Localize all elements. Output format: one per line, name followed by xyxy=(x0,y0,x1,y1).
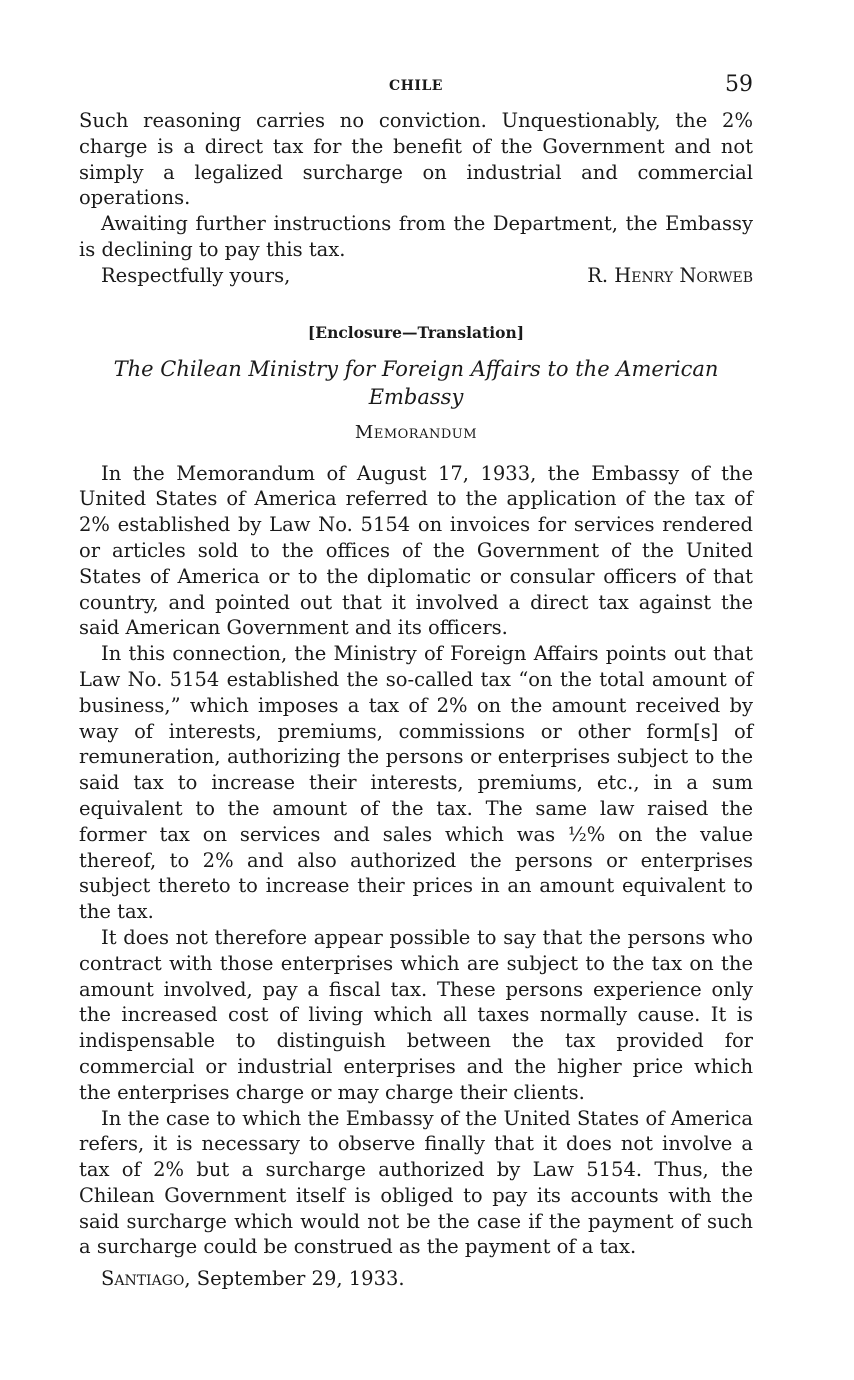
document-heading: The Chilean Ministry for Foreign Affairs to the American Embassy xyxy=(113,356,719,409)
signature: R. Henry Norweb xyxy=(587,263,753,287)
memorandum-paragraph: In the case to which the Embassy of the United States of America refers, it is necessary to observe finally that it does not involve a tax of 2% but a surcharge authorized by Law 5154. Thus, the Chilean Government itself is obliged to pay its accounts with the said surcharge which would not be the case if the payment of such a surcharge could be construed as the payment of a tax. xyxy=(79,1106,753,1259)
document-page xyxy=(79,72,753,1292)
letter-paragraph: Awaiting further instructions from the Department, the Embassy is declining to pay this tax. xyxy=(79,212,753,261)
memorandum-paragraph: In this connection, the Ministry of Foreign Affairs points out that Law No. 5154 established the so-called tax “on the total amount of business,” which imposes a tax of 2% on the amount received by way of interests, premiums, commissions or other form[s] of remuneration, authorizing the persons or enterprises subject to the said tax to increase their interests, premiums, etc., in a sum equivalent to the amount of the tax. The same law raised the former tax on services and sales which was ½% on the value thereof, to 2% and also authorized the persons or enterprises subject thereto to increase their prices in an amount equivalent to the tax. xyxy=(79,642,753,924)
memorandum-paragraph: In the Memorandum of August 17, 1933, the Embassy of the United States of America referred to the application of the tax of 2% established by Law No. 5154 on invoices for services rendered or articles sold to the offices of the Government of the United States of America or to the diplomatic or consular officers of that country, and pointed out that it involved a direct tax against the said American Government and its officers. xyxy=(79,461,753,640)
dateline-date: September 29, 1933. xyxy=(190,1267,405,1291)
letter-signoff xyxy=(79,263,753,289)
memorandum-paragraph: It does not therefore appear possible to say that the persons who contract with those enterprises which are subject to the tax on the amount involved, pay a fiscal tax. These persons experience only the increased cost of living which all taxes normally cause. It is indispensable to distinguish between the tax provided for commercial or industrial enterprises and the higher price which the enterprises charge or may charge their clients. xyxy=(79,925,753,1104)
enclosure-label: [Enclosure—Translation] xyxy=(307,322,525,342)
dateline-place: Santiago, xyxy=(101,1267,191,1291)
memorandum-title: Memorandum xyxy=(354,421,478,443)
dateline xyxy=(79,1266,753,1292)
running-head-title: CHILE xyxy=(389,78,443,94)
letter-paragraph: Such reasoning carries no conviction. Unquestionably, the 2% charge is a direct tax for the benefit of the Government and not simply a legalized surcharge on industrial and commercial operations. xyxy=(79,109,753,210)
page-number: 59 xyxy=(725,72,753,97)
closing-text: Respectfully yours, xyxy=(101,263,291,287)
running-head xyxy=(79,72,753,108)
